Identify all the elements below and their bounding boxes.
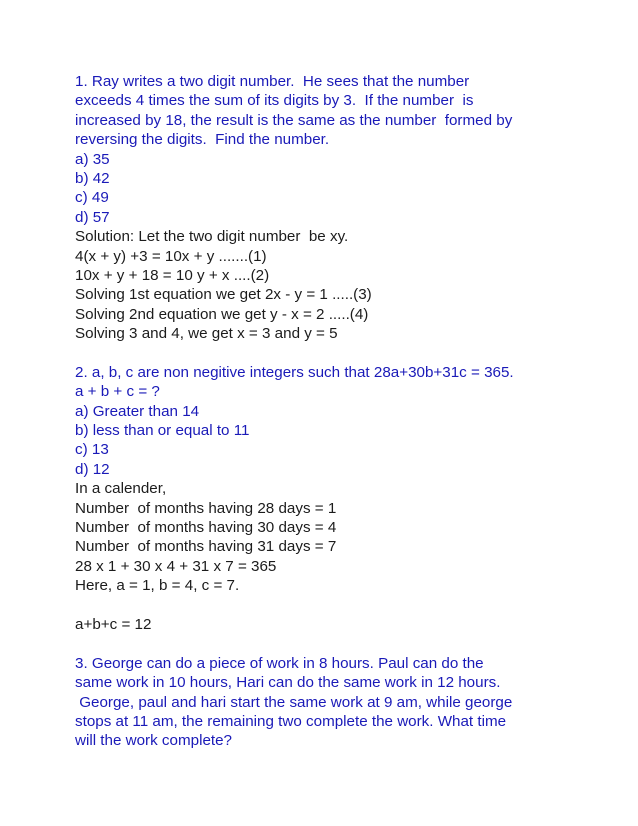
- option-c: c) 13: [75, 441, 109, 459]
- solution-line: Number of months having 28 days = 1: [75, 499, 337, 517]
- question-2: [75, 363, 595, 634]
- solution-line: 28 x 1 + 30 x 4 + 31 x 7 = 365: [75, 557, 277, 575]
- solution-line: Here, a = 1, b = 4, c = 7.: [75, 577, 240, 595]
- answer-line: a+b+c = 12: [75, 615, 152, 633]
- spacer: [75, 634, 595, 653]
- spacer: [75, 343, 595, 362]
- spacer: [75, 596, 595, 615]
- solution-line: Solution: Let the two digit number be xy.: [75, 228, 349, 246]
- question-text-line: stops at 11 am, the remaining two complete the work. What time: [75, 712, 507, 730]
- solution-line: Number of months having 31 days = 7: [75, 538, 337, 556]
- solution-line: Number of months having 30 days = 4: [75, 518, 337, 536]
- solution-line: Solving 1st equation we get 2x - y = 1 .....(3): [75, 286, 372, 304]
- question-1: [75, 72, 595, 343]
- option-d: d) 57: [75, 208, 110, 226]
- solution-line: Solving 2nd equation we get y - x = 2 .....(4): [75, 305, 369, 323]
- question-text-line: exceeds 4 times the sum of its digits by 3. If the number is: [75, 92, 474, 110]
- option-a: a) Greater than 14: [75, 402, 200, 420]
- question-text-line: will the work complete?: [75, 732, 232, 750]
- question-text-line: George, paul and hari start the same work at 9 am, while george: [75, 693, 513, 711]
- question-text-line: same work in 10 hours, Hari can do the same work in 12 hours.: [75, 674, 501, 692]
- option-b: b) 42: [75, 169, 110, 187]
- question-text-line: 3. George can do a piece of work in 8 hours. Paul can do the: [75, 654, 484, 672]
- question-text-line: 2. a, b, c are non negitive integers such that 28a+30b+31c = 365.: [75, 363, 514, 381]
- solution-line: Solving 3 and 4, we get x = 3 and y = 5: [75, 325, 338, 343]
- document-content: [75, 72, 595, 751]
- option-a: a) 35: [75, 150, 110, 168]
- solution-line: 4(x + y) +3 = 10x + y .......(1): [75, 247, 267, 265]
- option-c: c) 49: [75, 189, 109, 207]
- solution-line: In a calender,: [75, 480, 167, 498]
- question-text-line: increased by 18, the result is the same as the number formed by: [75, 111, 513, 129]
- question-text-line: reversing the digits. Find the number.: [75, 131, 330, 149]
- solution-line: 10x + y + 18 = 10 y + x ....(2): [75, 266, 270, 284]
- question-3: [75, 654, 595, 751]
- question-text-line: 1. Ray writes a two digit number. He sees that the number: [75, 73, 470, 90]
- option-b: b) less than or equal to 11: [75, 422, 250, 440]
- option-d: d) 12: [75, 460, 110, 478]
- question-text-line: a + b + c = ?: [75, 383, 160, 401]
